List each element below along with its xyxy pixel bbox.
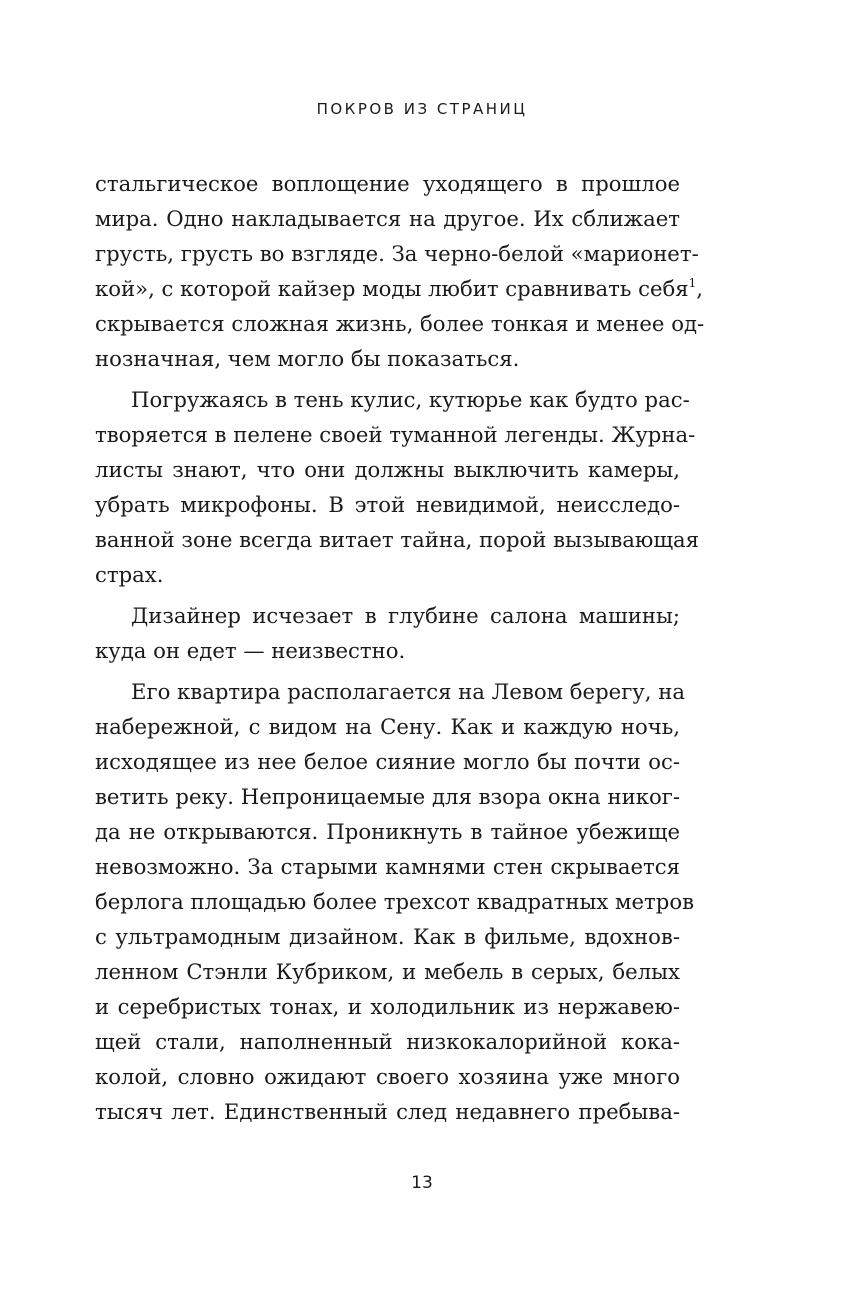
text-line-punctuation: , xyxy=(696,276,704,301)
text-line: Погружаясь в тень кулис, кутюрье как будто рас- xyxy=(131,387,690,412)
text-line: да не открываются. Проникнуть в тайное убежище xyxy=(95,819,680,844)
text-line: исходящее из нее белое сияние могло бы почти ос- xyxy=(95,749,680,774)
text-line: стальгическое воплощение уходящего в прошлое xyxy=(95,171,680,196)
text-line: набережной, с видом на Сену. Как и каждую ночь, xyxy=(95,714,680,739)
text-line: Его квартира располагается на Левом берегу, на xyxy=(131,679,685,704)
text-line: мира. Одно накладывается на другое. Их сближает xyxy=(95,206,680,231)
text-line: куда он едет — неизвестно. xyxy=(95,638,406,663)
text-line-content: кой», с которой кайзер моды любит сравнивать себя xyxy=(95,276,689,301)
running-title: ПОКРОВ ИЗ СТРАНИЦ xyxy=(316,100,528,118)
text-line: скрывается сложная жизнь, более тонкая и менее од- xyxy=(95,311,705,336)
page-number: 13 xyxy=(411,1173,433,1193)
text-line: ленном Стэнли Кубриком, и мебель в серых, белых xyxy=(95,959,680,984)
footnote-reference[interactable]: 1 xyxy=(688,276,697,290)
text-line: и серебристых тонах, и холодильник из нержавею- xyxy=(95,994,680,1019)
body-text xyxy=(95,166,705,1129)
text-line: творяется в пелене своей туманной легенды. Журна- xyxy=(95,422,696,447)
text-line: с ультрамодным дизайном. Как в фильме, вдохнов- xyxy=(95,924,680,949)
paragraph-3 xyxy=(95,598,680,668)
text-line: щей стали, наполненный низкокалорийной кока- xyxy=(95,1029,680,1054)
paragraph-4 xyxy=(95,674,695,1129)
text-line: тысяч лет. Единственный след недавнего пребыва- xyxy=(95,1099,680,1124)
text-line: колой, словно ожидают своего хозяина уже много xyxy=(95,1064,680,1089)
paragraph-1 xyxy=(95,166,705,376)
text-line: нозначная, чем могло бы показаться. xyxy=(95,346,520,371)
text-line: листы знают, что они должны выключить камеры, xyxy=(95,457,680,482)
text-line-with-footnote xyxy=(95,271,704,306)
text-line: грусть, грусть во взгляде. За черно-белой «марионет- xyxy=(95,241,699,266)
text-line: невозможно. За старыми камнями стен скрывается xyxy=(95,854,680,879)
text-line: Дизайнер исчезает в глубине салона машины; xyxy=(131,603,680,628)
text-line: берлога площадью более трехсот квадратных метров xyxy=(95,889,695,914)
paragraph-2 xyxy=(95,382,700,592)
text-line: ванной зоне всегда витает тайна, порой вызывающая xyxy=(95,527,700,552)
text-line: страх. xyxy=(95,562,164,587)
text-line: убрать микрофоны. В этой невидимой, неисследо- xyxy=(95,492,680,517)
text-line: ветить реку. Непроницаемые для взора окна никог- xyxy=(95,784,680,809)
